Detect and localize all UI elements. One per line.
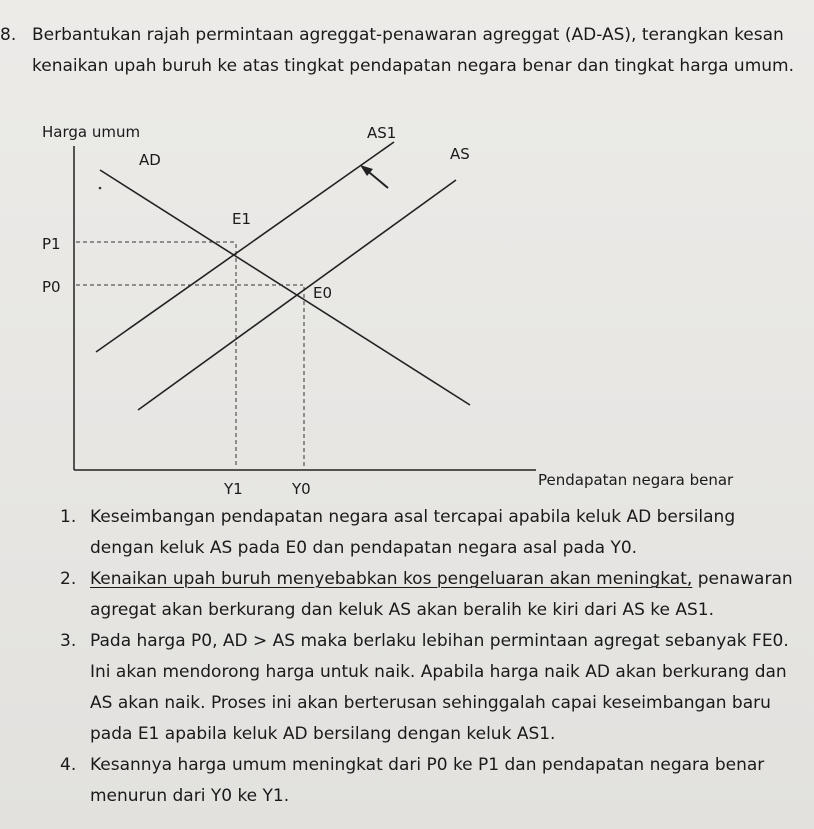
answer-line [90,564,795,595]
underlined-phrase: Kenaikan upah buruh menyebabkan kos pengeluaran akan meningkat, [90,569,693,589]
answer-item-2 [60,564,795,626]
p0-tick-label: P0 [42,278,61,296]
answer-number: 1. [60,507,77,527]
answer-number: 3. [60,631,77,651]
y0-tick-label: Y0 [292,480,311,498]
question-number: 8. [0,25,17,45]
e1-label: E1 [232,210,252,228]
as1-curve [96,142,394,352]
as-label: AS [450,145,470,163]
as-curve [138,180,456,410]
e0-label: E0 [313,284,333,302]
answer-item-3 [60,626,795,750]
y-axis-label: Harga umum [42,123,141,141]
stray-dot [99,187,102,190]
answer-line: AS akan naik. Proses ini akan berterusan sehinggalah capai keseimbangan baru [90,693,771,713]
answer-line: Pada harga P0, AD > AS maka berlaku lebihan permintaan agregat sebanyak FE0. [90,631,789,651]
answer-line: Ini akan mendorong harga untuk naik. Apabila harga naik AD akan berkurang dan [90,662,787,682]
answer-line: menurun dari Y0 ke Y1. [90,786,290,806]
answer-line: pada E1 apabila keluk AD bersilang dengan keluk AS1. [90,724,556,744]
answer-line: agregat akan berkurang dan keluk AS akan beralih ke kiri dari AS ke AS1. [90,600,715,620]
answer-item-1 [60,502,795,564]
p1-tick-label: P1 [42,235,61,253]
y1-tick-label: Y1 [224,480,243,498]
answer-line: dengan keluk AS pada E0 dan pendapatan negara asal pada Y0. [90,538,638,558]
answer-list [60,502,795,812]
ad-label: AD [139,151,161,169]
as1-label: AS1 [367,124,397,142]
ad-as-diagram [30,118,750,500]
answer-number: 2. [60,569,77,589]
answer-number: 4. [60,755,77,775]
x-axis-label: Pendapatan negara benar [538,471,734,489]
answer-line-tail: penawaran [692,569,793,589]
question-line-1: Berbantukan rajah permintaan agreggat-penawaran agreggat (AD-AS), terangkan kesan [32,25,784,45]
question-line-2: kenaikan upah buruh ke atas tingkat pendapatan negara benar dan tingkat harga umum. [32,56,795,76]
answer-item-4 [60,750,795,812]
question-8 [0,20,800,82]
answer-line: Keseimbangan pendapatan negara asal tercapai apabila keluk AD bersilang [90,507,736,527]
answer-line: Kesannya harga umum meningkat dari P0 ke P1 dan pendapatan negara benar [90,755,765,775]
ad-curve [100,170,470,405]
